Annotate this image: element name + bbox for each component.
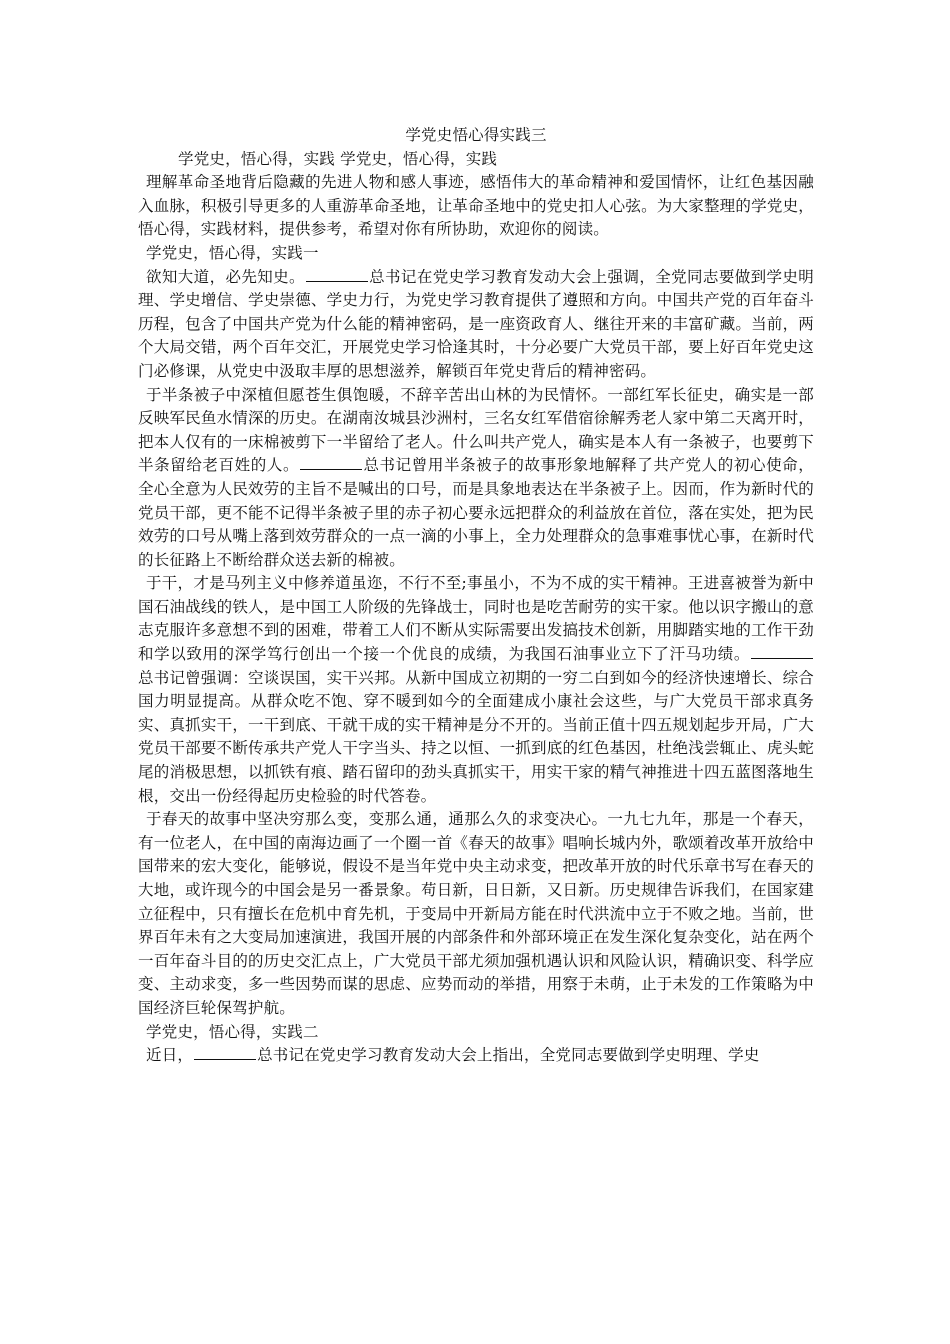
paragraph-half-quilt [138, 384, 814, 573]
keywords-line: 学党史，悟心得，实践 学党史，悟心得，实践 [178, 149, 498, 168]
paragraph-spring-story: 于春天的故事中坚决穷那么变，变那么通，通那么久的求变决心。一九七九年，那是一个春天，有一位老人，在中国的南海边画了一个圈一首《春天的故事》唱响长城内外，歌颂着改革开放给中国带来的宏大变化，能够说，假设不是当年党中央主动求变，把改革开放的时代乐章书写在春天的大地，或许现今的中国会是另一番景象。苟日新，日日新，又日新。历史规律告诉我们，在国家建立征程中，只有擅长在危机中育先机，于变局中开新局方能在时代洪流中立于不败之地。当前，世界百年未有之大变局加速演进，我国开展的内部条件和外部环境正在发生深化复杂变化，站在两个一百年奋斗目的的历史交汇点上，广大党员干部尤须加强机遇认识和风险认识，精确识变、科学应变、主动求变，多一些因势而谋的思虑、应势而动的举措，用察于未萌，止于未发的工作策略为中国经济巨轮保驾护航。 [138, 810, 814, 1017]
document-page [138, 124, 814, 1068]
paragraph-hard-work [138, 572, 814, 808]
paragraph-text: 近日， [146, 1046, 194, 1065]
blank-underline [300, 455, 362, 470]
paragraph-text: 于半条被子中深植但愿苍生俱饱暖，不辞辛苦出山林的为民情怀。一部红军长征史，确实是一部反映军民鱼水情深的历史。在湖南汝城县沙洲村，三名女红军借宿徐解秀老人家中第二天离开时，把本人仅有的一床棉被剪下一半留给了老人。什么叫共产党人，确实是本人有一条被子，也要剪下半条留给老百姓的人。 [138, 385, 814, 475]
intro-paragraph: 理解革命圣地背后隐藏的先进人物和感人事迹，感悟伟大的革命精神和爱国情怀，让红色基因融入血脉，积极引导更多的人重游革命圣地，让革命圣地中的党史扣人心弦。为大家整理的学党史，悟心得，实践材料，提供参考，希望对你有所协助，欢迎你的阅读。 [138, 173, 814, 239]
paragraph-text: 总书记曾用半条被子的故事形象地解释了共产党人的初心使命，全心全意为人民效劳的主旨不是喊出的口号，而是具象地表达在半条被子上。因而，作为新时代的党员干部，更不能不记得半条被子里的赤子初心要永远把群众的利益放在首位，落在实处，把为民效劳的口号从嘴上落到效劳群众的一点一滴的小事上，全力处理群众的急事难事忧心事，在新时代的长征路上不断给群众送去新的棉被。 [138, 456, 814, 569]
paragraph-text: 总书记曾强调：空谈误国，实干兴邦。从新中国成立初期的一穷二白到如今的经济快速增长、综合国力明显提高。从群众吃不饱、穿不暖到如今的全面建成小康社会这些，与广大党员干部求真务实、真抓实干，一干到底、干就干成的实干精神是分不开的。当前正值十四五规划起步开局，广大党员干部要不断传承共产党人干字当头、持之以恒、一抓到底的红色基因，杜绝浅尝辄止、虎头蛇尾的消极思想，以抓铁有痕、踏石留印的劲头真抓实干，用实干家的精气神推进十四五蓝图落地生根，交出一份经得起历史检验的时代答卷。 [138, 668, 814, 805]
section-heading-2: 学党史，悟心得，实践二 [146, 1022, 319, 1041]
section-heading-1: 学党史，悟心得，实践一 [146, 243, 319, 262]
paragraph-text: 于干，才是马列主义中修养道虽迩，不行不至;事虽小，不为不成的实干精神。王进喜被誉为新中国石油战线的铁人，是中国工人阶级的先锋战士，同时也是吃苦耐劳的实干家。他以识字搬山的意志克服许多意想不到的困难，带着工人们不断从实际需要出发搞技术创新，用脚踏实地的工作干劲和学以致用的深学笃行创出一个接一个优良的成绩，为我国石油事业立下了汗马功绩。 [138, 574, 814, 664]
paragraph-history [138, 266, 814, 384]
blank-underline [306, 267, 368, 282]
paragraph-text: 总书记在党史学习教育发动大会上指出，全党同志要做到学史明理、学史 [257, 1046, 760, 1065]
paragraph-section2-start [138, 1044, 814, 1068]
document-title: 学党史悟心得实践三 [405, 126, 547, 144]
blank-underline [751, 644, 813, 659]
paragraph-text: 总书记在党史学习教育发动大会上强调，全党同志要做到学史明理、学史增信、学史崇德、学史力行，为党史学习教育提供了遵照和方向。中国共产党的百年奋斗历程，包含了中国共产党为什么能的精神密码，是一座资政育人、继往开来的丰富矿藏。当前，两个大局交错，两个百年交汇，开展党史学习恰逢其时，十分必要广大党员干部，要上好百年党史这门必修课，从党史中汲取丰厚的思想滋养，解锁百年党史背后的精神密码。 [138, 267, 814, 380]
paragraph-text: 欲知大道，必先知史。 [146, 267, 305, 286]
blank-underline [194, 1045, 256, 1060]
